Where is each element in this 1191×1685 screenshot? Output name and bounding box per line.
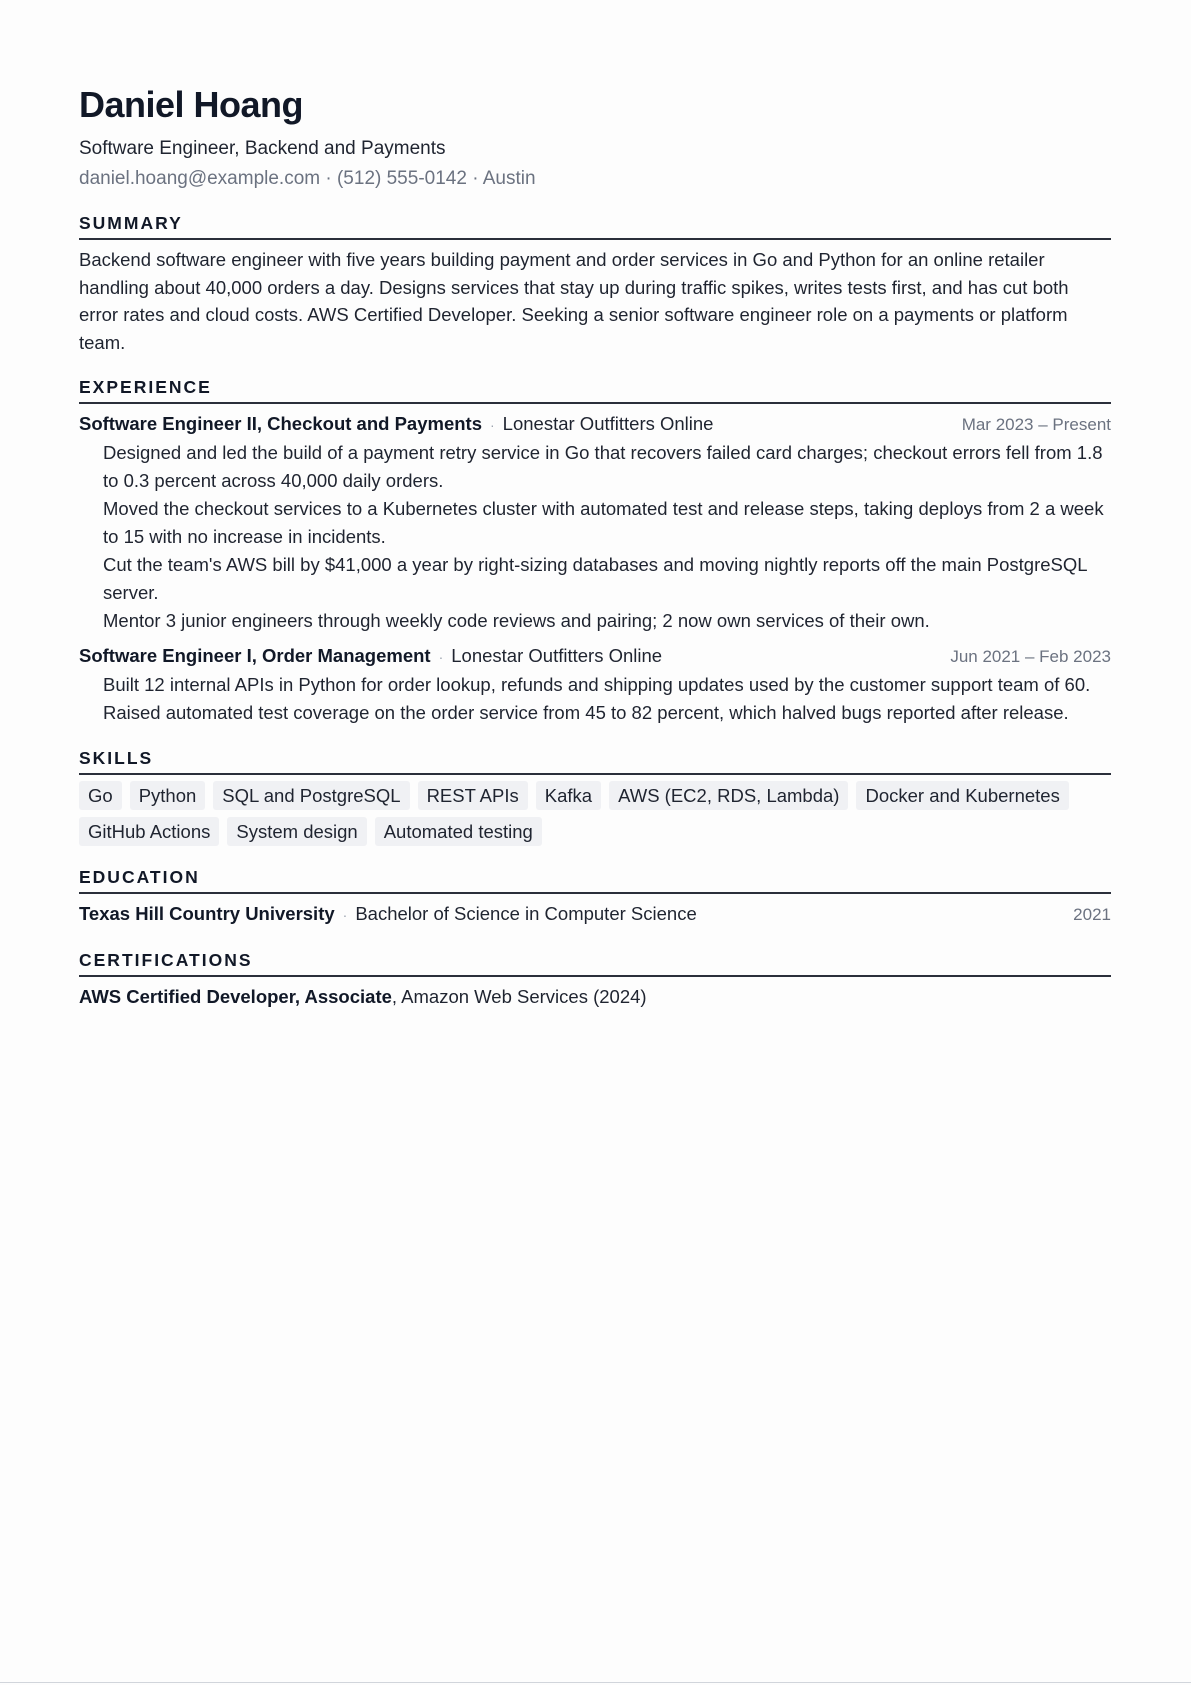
certification-issuer: , Amazon Web Services (2024) [391, 985, 647, 1007]
skills-heading: SKILLS [79, 747, 1111, 775]
experience-section [79, 376, 1111, 727]
job-dates: Mar 2023 – Present [961, 415, 1111, 434]
certifications-section [79, 949, 1111, 1011]
job-dates: Jun 2021 – Feb 2023 [950, 646, 1111, 666]
certification-entry [79, 983, 1111, 1011]
candidate-headline: Software Engineer, Backend and Payments [79, 138, 446, 159]
skill-chip: REST APIs [418, 781, 528, 810]
certifications-heading: CERTIFICATIONS [79, 949, 1111, 977]
job-bullets [79, 439, 1111, 635]
job-bullet: Mentor 3 junior engineers through weekly code reviews and pairing; 2 now own services of their own. [103, 610, 930, 631]
education-heading: EDUCATION [79, 866, 1111, 894]
education-separator: · [342, 906, 348, 923]
summary-heading: SUMMARY [79, 212, 1111, 240]
skill-chip: System design [227, 817, 366, 846]
experience-heading: EXPERIENCE [79, 376, 1111, 404]
job-title: Software Engineer I, Order Management [79, 644, 431, 666]
graduation-year: 2021 [1073, 904, 1111, 924]
job-title: Software Engineer II, Checkout and Payments [79, 413, 482, 434]
job-bullet: Designed and led the build of a payment retry service in Go that recovers failed card charges; checkout errors fell from 1.8 to 0.3 percent across 40,000 daily orders. [103, 442, 1103, 491]
education-section [79, 866, 1111, 929]
job-bullet: Raised automated test coverage on the order service from 45 to 82 percent, which halved bugs reported after release. [103, 702, 1069, 723]
job-bullets [79, 671, 1111, 727]
contact-line: daniel.hoang@example.com · (512) 555-0142 · Austin [79, 168, 536, 189]
skills-list [79, 781, 1111, 846]
job-entry [79, 410, 1111, 635]
skill-chip: AWS (EC2, RDS, Lambda) [609, 781, 848, 810]
job-bullet: Built 12 internal APIs in Python for order lookup, refunds and shipping updates used by the customer support team of 60. [103, 673, 1091, 695]
school-name: Texas Hill Country University [79, 902, 335, 924]
skill-chip: SQL and PostgreSQL [213, 781, 409, 810]
job-company: Lonestar Outfitters Online [502, 413, 714, 434]
certification-name: AWS Certified Developer, Associate [79, 985, 392, 1007]
skill-chip: Kafka [536, 781, 601, 810]
job-separator: · [438, 648, 444, 665]
degree-name: Bachelor of Science in Computer Science [355, 902, 697, 924]
skill-chip: Automated testing [375, 817, 542, 846]
summary-text: Backend software engineer with five years building payment and order services in Go and Python for an online retailer handling about 40,000 orders a day. Designs services that stay up during traffic spikes, writes tests first, and has cut both error rates and cloud costs. AWS Certified Developer. Seeking a senior software engineer role on a payments or platform team. [79, 249, 1069, 353]
job-entry [79, 642, 1111, 727]
job-bullet: Moved the checkout services to a Kubernetes cluster with automated test and release steps, taking deploys from 2 a week to 15 with no increase in incidents. [103, 498, 1104, 547]
candidate-name: Daniel Hoang [79, 84, 304, 125]
summary-section [79, 212, 1111, 356]
job-bullet: Cut the team's AWS bill by $41,000 a year by right-sizing databases and moving nightly reports off the main PostgreSQL server. [103, 554, 1087, 603]
skill-chip: Docker and Kubernetes [856, 781, 1068, 810]
job-header [79, 642, 1111, 671]
skill-chip: GitHub Actions [79, 817, 219, 846]
job-company: Lonestar Outfitters Online [451, 644, 663, 666]
skill-chip: Python [130, 781, 206, 810]
skills-section [79, 747, 1111, 846]
education-entry [79, 900, 1111, 929]
skill-chip: Go [79, 781, 122, 810]
page-bottom-divider [0, 1682, 1191, 1683]
resume-page [79, 78, 1111, 1011]
job-header [79, 410, 1111, 439]
job-separator: · [490, 417, 495, 433]
